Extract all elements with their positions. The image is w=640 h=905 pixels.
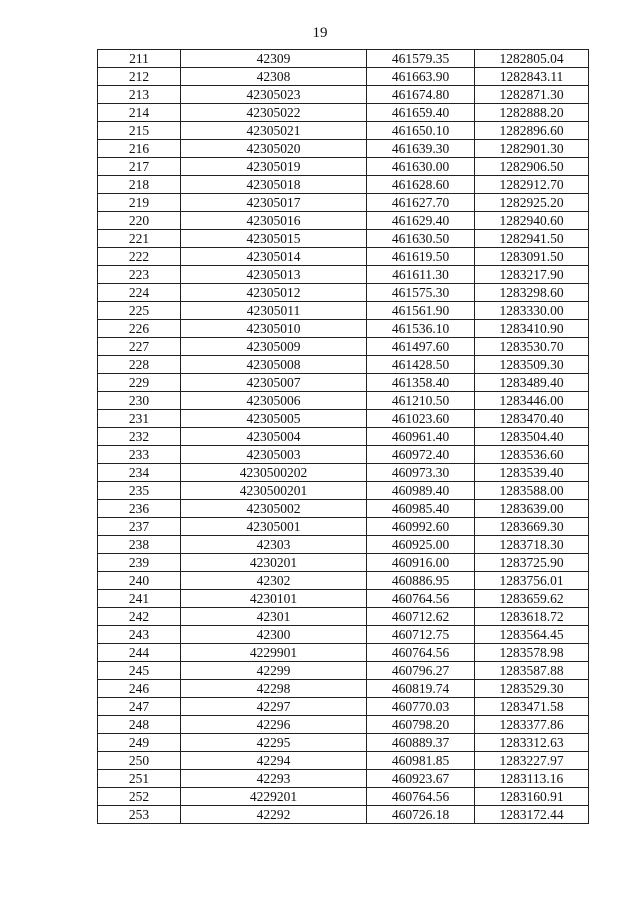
table-row (98, 50, 589, 68)
point-number-cell: 211 (98, 50, 181, 68)
y-coordinate-cell: 1283756.01 (475, 572, 589, 590)
point-code-cell: 42305009 (181, 338, 367, 356)
table-row (98, 86, 589, 104)
table-row (98, 680, 589, 698)
table-row (98, 212, 589, 230)
point-code-cell: 42297 (181, 698, 367, 716)
point-code-cell: 42305001 (181, 518, 367, 536)
point-number-cell: 237 (98, 518, 181, 536)
point-code-cell: 42305008 (181, 356, 367, 374)
y-coordinate-cell: 1283312.63 (475, 734, 589, 752)
point-code-cell: 42305023 (181, 86, 367, 104)
table-row (98, 122, 589, 140)
point-number-cell: 235 (98, 482, 181, 500)
point-code-cell: 42305004 (181, 428, 367, 446)
y-coordinate-cell: 1282940.60 (475, 212, 589, 230)
table-row (98, 248, 589, 266)
point-code-cell: 4230500202 (181, 464, 367, 482)
table-row (98, 410, 589, 428)
point-number-cell: 246 (98, 680, 181, 698)
table-row (98, 464, 589, 482)
x-coordinate-cell: 460992.60 (367, 518, 475, 536)
y-coordinate-cell: 1283113.16 (475, 770, 589, 788)
table-row (98, 140, 589, 158)
table-row (98, 500, 589, 518)
point-number-cell: 218 (98, 176, 181, 194)
y-coordinate-cell: 1283504.40 (475, 428, 589, 446)
table-row (98, 104, 589, 122)
point-number-cell: 251 (98, 770, 181, 788)
point-number-cell: 244 (98, 644, 181, 662)
point-code-cell: 42305010 (181, 320, 367, 338)
x-coordinate-cell: 461674.80 (367, 86, 475, 104)
x-coordinate-cell: 461630.50 (367, 230, 475, 248)
x-coordinate-cell: 461628.60 (367, 176, 475, 194)
x-coordinate-cell: 461358.40 (367, 374, 475, 392)
point-code-cell: 4230201 (181, 554, 367, 572)
y-coordinate-cell: 1282888.20 (475, 104, 589, 122)
point-code-cell: 42305003 (181, 446, 367, 464)
y-coordinate-cell: 1283446.00 (475, 392, 589, 410)
point-code-cell: 4229201 (181, 788, 367, 806)
table-row (98, 266, 589, 284)
point-code-cell: 42308 (181, 68, 367, 86)
point-number-cell: 230 (98, 392, 181, 410)
x-coordinate-cell: 460961.40 (367, 428, 475, 446)
y-coordinate-cell: 1283718.30 (475, 536, 589, 554)
point-number-cell: 224 (98, 284, 181, 302)
x-coordinate-cell: 460972.40 (367, 446, 475, 464)
point-number-cell: 219 (98, 194, 181, 212)
point-number-cell: 212 (98, 68, 181, 86)
x-coordinate-cell: 460764.56 (367, 590, 475, 608)
point-number-cell: 241 (98, 590, 181, 608)
point-number-cell: 214 (98, 104, 181, 122)
table-row (98, 302, 589, 320)
x-coordinate-cell: 460798.20 (367, 716, 475, 734)
table-row (98, 770, 589, 788)
table-row (98, 176, 589, 194)
table-row (98, 284, 589, 302)
point-number-cell: 233 (98, 446, 181, 464)
x-coordinate-cell: 461663.90 (367, 68, 475, 86)
table-row (98, 590, 589, 608)
point-code-cell: 42302 (181, 572, 367, 590)
y-coordinate-cell: 1283377.86 (475, 716, 589, 734)
table-row (98, 392, 589, 410)
point-number-cell: 225 (98, 302, 181, 320)
y-coordinate-cell: 1283578.98 (475, 644, 589, 662)
table-row (98, 752, 589, 770)
point-number-cell: 245 (98, 662, 181, 680)
y-coordinate-cell: 1282912.70 (475, 176, 589, 194)
point-number-cell: 247 (98, 698, 181, 716)
point-number-cell: 234 (98, 464, 181, 482)
y-coordinate-cell: 1283410.90 (475, 320, 589, 338)
table-row (98, 572, 589, 590)
point-code-cell: 42293 (181, 770, 367, 788)
table-row (98, 194, 589, 212)
point-number-cell: 231 (98, 410, 181, 428)
point-code-cell: 42294 (181, 752, 367, 770)
table-row (98, 626, 589, 644)
point-code-cell: 42298 (181, 680, 367, 698)
point-number-cell: 226 (98, 320, 181, 338)
y-coordinate-cell: 1282925.20 (475, 194, 589, 212)
x-coordinate-cell: 460712.62 (367, 608, 475, 626)
x-coordinate-cell: 461023.60 (367, 410, 475, 428)
y-coordinate-cell: 1283588.00 (475, 482, 589, 500)
y-coordinate-cell: 1283639.00 (475, 500, 589, 518)
y-coordinate-cell: 1282896.60 (475, 122, 589, 140)
point-number-cell: 252 (98, 788, 181, 806)
point-code-cell: 42305019 (181, 158, 367, 176)
point-number-cell: 250 (98, 752, 181, 770)
point-number-cell: 227 (98, 338, 181, 356)
x-coordinate-cell: 460973.30 (367, 464, 475, 482)
y-coordinate-cell: 1283725.90 (475, 554, 589, 572)
point-code-cell: 42305005 (181, 410, 367, 428)
y-coordinate-cell: 1283471.58 (475, 698, 589, 716)
point-code-cell: 42296 (181, 716, 367, 734)
point-code-cell: 42305021 (181, 122, 367, 140)
table-row (98, 734, 589, 752)
x-coordinate-cell: 461659.40 (367, 104, 475, 122)
table-row (98, 158, 589, 176)
point-number-cell: 217 (98, 158, 181, 176)
table-row (98, 716, 589, 734)
table-row (98, 446, 589, 464)
x-coordinate-cell: 460764.56 (367, 644, 475, 662)
x-coordinate-cell: 460925.00 (367, 536, 475, 554)
page-number: 19 (312, 25, 328, 41)
point-code-cell: 4230500201 (181, 482, 367, 500)
x-coordinate-cell: 461210.50 (367, 392, 475, 410)
point-number-cell: 213 (98, 86, 181, 104)
x-coordinate-cell: 460726.18 (367, 806, 475, 824)
point-number-cell: 229 (98, 374, 181, 392)
point-number-cell: 240 (98, 572, 181, 590)
point-code-cell: 42305002 (181, 500, 367, 518)
point-number-cell: 221 (98, 230, 181, 248)
y-coordinate-cell: 1283618.72 (475, 608, 589, 626)
x-coordinate-cell: 460764.56 (367, 788, 475, 806)
x-coordinate-cell: 461497.60 (367, 338, 475, 356)
y-coordinate-cell: 1283564.45 (475, 626, 589, 644)
coordinates-table (97, 49, 589, 824)
point-code-cell: 4230101 (181, 590, 367, 608)
point-code-cell: 42305011 (181, 302, 367, 320)
x-coordinate-cell: 460981.85 (367, 752, 475, 770)
table-row (98, 608, 589, 626)
point-number-cell: 249 (98, 734, 181, 752)
table-row (98, 644, 589, 662)
point-code-cell: 42305018 (181, 176, 367, 194)
x-coordinate-cell: 460916.00 (367, 554, 475, 572)
point-code-cell: 42305007 (181, 374, 367, 392)
x-coordinate-cell: 461536.10 (367, 320, 475, 338)
y-coordinate-cell: 1283217.90 (475, 266, 589, 284)
point-code-cell: 42299 (181, 662, 367, 680)
point-number-cell: 243 (98, 626, 181, 644)
x-coordinate-cell: 461639.30 (367, 140, 475, 158)
table-row (98, 338, 589, 356)
table-row (98, 320, 589, 338)
table-row (98, 68, 589, 86)
x-coordinate-cell: 461561.90 (367, 302, 475, 320)
x-coordinate-cell: 461611.30 (367, 266, 475, 284)
point-code-cell: 42305006 (181, 392, 367, 410)
y-coordinate-cell: 1283298.60 (475, 284, 589, 302)
x-coordinate-cell: 461627.70 (367, 194, 475, 212)
point-code-cell: 42305014 (181, 248, 367, 266)
y-coordinate-cell: 1283536.60 (475, 446, 589, 464)
x-coordinate-cell: 460712.75 (367, 626, 475, 644)
table-row (98, 518, 589, 536)
point-number-cell: 215 (98, 122, 181, 140)
x-coordinate-cell: 460819.74 (367, 680, 475, 698)
coordinates-table-body (98, 50, 589, 824)
y-coordinate-cell: 1283529.30 (475, 680, 589, 698)
y-coordinate-cell: 1282941.50 (475, 230, 589, 248)
y-coordinate-cell: 1283489.40 (475, 374, 589, 392)
table-row (98, 230, 589, 248)
x-coordinate-cell: 461650.10 (367, 122, 475, 140)
point-code-cell: 42309 (181, 50, 367, 68)
y-coordinate-cell: 1283160.91 (475, 788, 589, 806)
point-number-cell: 253 (98, 806, 181, 824)
point-code-cell: 42305020 (181, 140, 367, 158)
point-number-cell: 232 (98, 428, 181, 446)
point-code-cell: 42305016 (181, 212, 367, 230)
table-row (98, 536, 589, 554)
y-coordinate-cell: 1283091.50 (475, 248, 589, 266)
point-code-cell: 42305015 (181, 230, 367, 248)
point-number-cell: 236 (98, 500, 181, 518)
point-code-cell: 42305013 (181, 266, 367, 284)
point-code-cell: 42305017 (181, 194, 367, 212)
y-coordinate-cell: 1283172.44 (475, 806, 589, 824)
point-number-cell: 238 (98, 536, 181, 554)
y-coordinate-cell: 1282843.11 (475, 68, 589, 86)
point-code-cell: 42305022 (181, 104, 367, 122)
point-number-cell: 248 (98, 716, 181, 734)
point-number-cell: 220 (98, 212, 181, 230)
y-coordinate-cell: 1282871.30 (475, 86, 589, 104)
point-code-cell: 42303 (181, 536, 367, 554)
x-coordinate-cell: 461428.50 (367, 356, 475, 374)
table-row (98, 788, 589, 806)
point-code-cell: 4229901 (181, 644, 367, 662)
x-coordinate-cell: 460923.67 (367, 770, 475, 788)
x-coordinate-cell: 460770.03 (367, 698, 475, 716)
x-coordinate-cell: 460985.40 (367, 500, 475, 518)
y-coordinate-cell: 1282805.04 (475, 50, 589, 68)
table-row (98, 662, 589, 680)
x-coordinate-cell: 460889.37 (367, 734, 475, 752)
table-row (98, 482, 589, 500)
table-row (98, 698, 589, 716)
y-coordinate-cell: 1282906.50 (475, 158, 589, 176)
point-code-cell: 42301 (181, 608, 367, 626)
y-coordinate-cell: 1283539.40 (475, 464, 589, 482)
x-coordinate-cell: 460796.27 (367, 662, 475, 680)
x-coordinate-cell: 461619.50 (367, 248, 475, 266)
x-coordinate-cell: 461579.35 (367, 50, 475, 68)
point-number-cell: 228 (98, 356, 181, 374)
y-coordinate-cell: 1283227.97 (475, 752, 589, 770)
point-number-cell: 242 (98, 608, 181, 626)
y-coordinate-cell: 1282901.30 (475, 140, 589, 158)
table-row (98, 428, 589, 446)
table-row (98, 554, 589, 572)
point-number-cell: 239 (98, 554, 181, 572)
x-coordinate-cell: 460989.40 (367, 482, 475, 500)
y-coordinate-cell: 1283530.70 (475, 338, 589, 356)
y-coordinate-cell: 1283659.62 (475, 590, 589, 608)
point-number-cell: 223 (98, 266, 181, 284)
y-coordinate-cell: 1283330.00 (475, 302, 589, 320)
y-coordinate-cell: 1283669.30 (475, 518, 589, 536)
table-row (98, 806, 589, 824)
x-coordinate-cell: 461575.30 (367, 284, 475, 302)
point-code-cell: 42300 (181, 626, 367, 644)
x-coordinate-cell: 460886.95 (367, 572, 475, 590)
table-row (98, 374, 589, 392)
point-code-cell: 42305012 (181, 284, 367, 302)
table-row (98, 356, 589, 374)
point-code-cell: 42292 (181, 806, 367, 824)
point-number-cell: 222 (98, 248, 181, 266)
y-coordinate-cell: 1283470.40 (475, 410, 589, 428)
point-number-cell: 216 (98, 140, 181, 158)
point-code-cell: 42295 (181, 734, 367, 752)
y-coordinate-cell: 1283587.88 (475, 662, 589, 680)
y-coordinate-cell: 1283509.30 (475, 356, 589, 374)
x-coordinate-cell: 461630.00 (367, 158, 475, 176)
x-coordinate-cell: 461629.40 (367, 212, 475, 230)
